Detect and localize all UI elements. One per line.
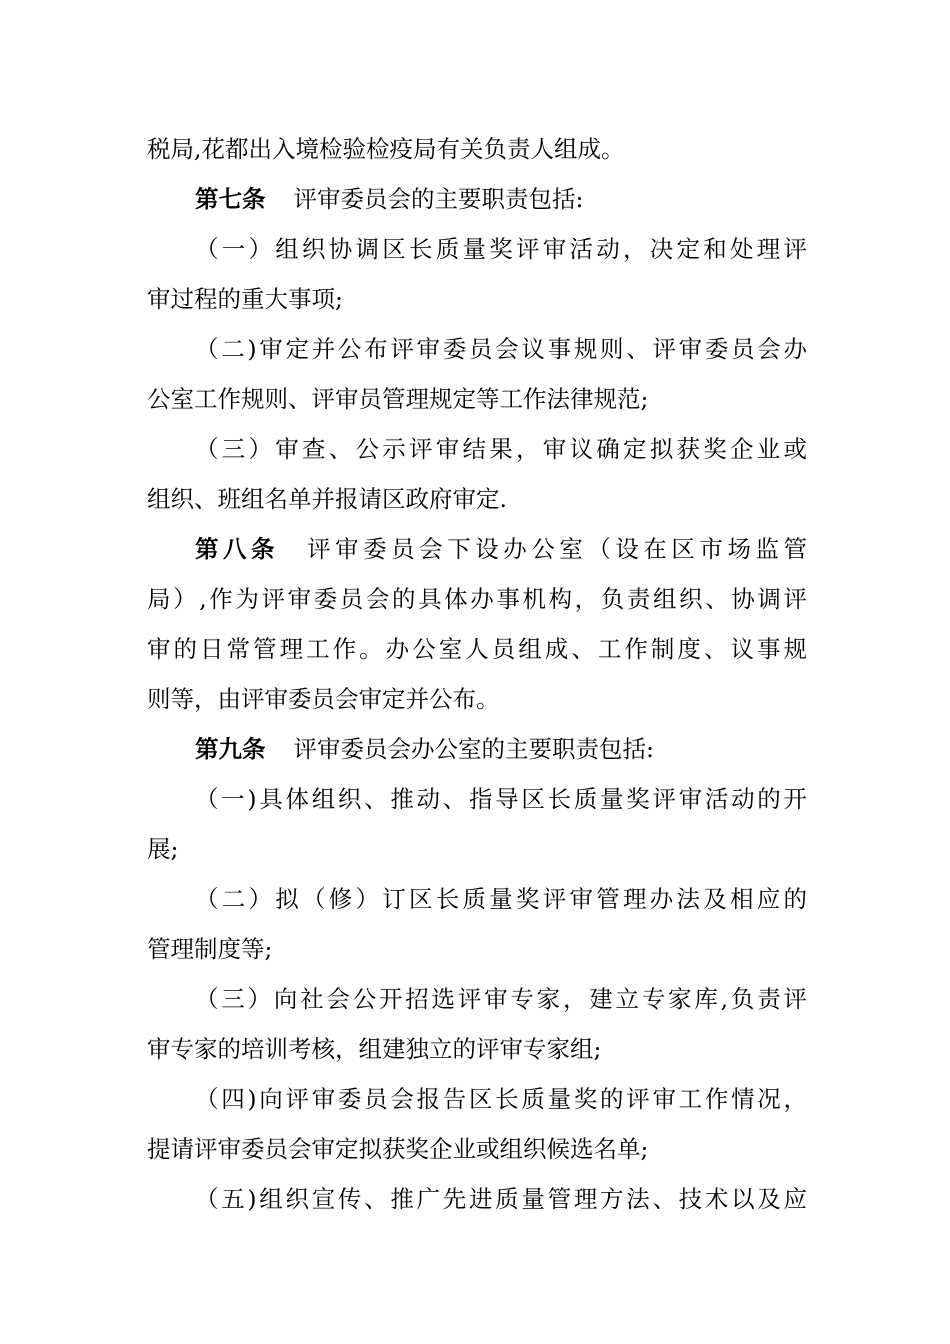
text-line: （三）审查、公示评审结果，审议确定拟获奖企业或 — [195, 435, 807, 463]
text-line: 则等，由评审委员会审定并公布。 — [147, 685, 500, 713]
article-7-heading-line — [195, 183, 807, 215]
text-line: （二）拟（修）订区长质量奖评审管理办法及相应的 — [195, 885, 807, 913]
article-number: 第七条 — [195, 185, 266, 213]
text-line: （三）向社会公开招选评审专家，建立专家库,负责评 — [195, 985, 807, 1013]
text-line: （一)具体组织、推动、指导区长质量奖评审活动的开 — [195, 785, 807, 813]
article-text: 评审委员会下设办公室（设在区市场监管 — [307, 535, 808, 563]
text-line: 管理制度等; — [147, 935, 273, 963]
text-line: （四)向评审委员会报告区长质量奖的评审工作情况， — [195, 1085, 807, 1113]
text-line: 提请评审委员会审定拟获奖企业或组织候选名单; — [147, 1135, 649, 1163]
text-line: 组织、班组名单并报请区政府审定. — [147, 485, 507, 513]
text-line: 审的日常管理工作。办公室人员组成、工作制度、议事规 — [147, 635, 807, 663]
article-number: 第八条 — [195, 535, 280, 563]
article-9-heading-line — [195, 733, 807, 765]
text-line: 审过程的重大事项; — [147, 285, 343, 313]
text-line: 局）,作为评审委员会的具体办事机构，负责组织、协调评 — [147, 585, 807, 613]
text-line: 展; — [147, 835, 179, 863]
text-line: （一）组织协调区长质量奖评审活动，决定和处理评 — [195, 235, 807, 263]
article-text: 评审委员会办公室的主要职责包括: — [293, 735, 654, 763]
text-line: 审专家的培训考核，组建独立的评审专家组; — [147, 1035, 602, 1063]
text-line: （五)组织宣传、推广先进质量管理方法、技术以及应 — [195, 1185, 807, 1213]
article-text: 评审委员会的主要职责包括: — [293, 185, 584, 213]
text-line: 公室工作规则、评审员管理规定等工作法律规范; — [147, 385, 649, 413]
article-8-heading-line — [195, 533, 807, 565]
article-number: 第九条 — [195, 735, 266, 763]
text-line: 税局,花都出入境检验检疫局有关负责人组成。 — [147, 135, 625, 163]
text-line: （二)审定并公布评审委员会议事规则、评审委员会办 — [195, 335, 807, 363]
